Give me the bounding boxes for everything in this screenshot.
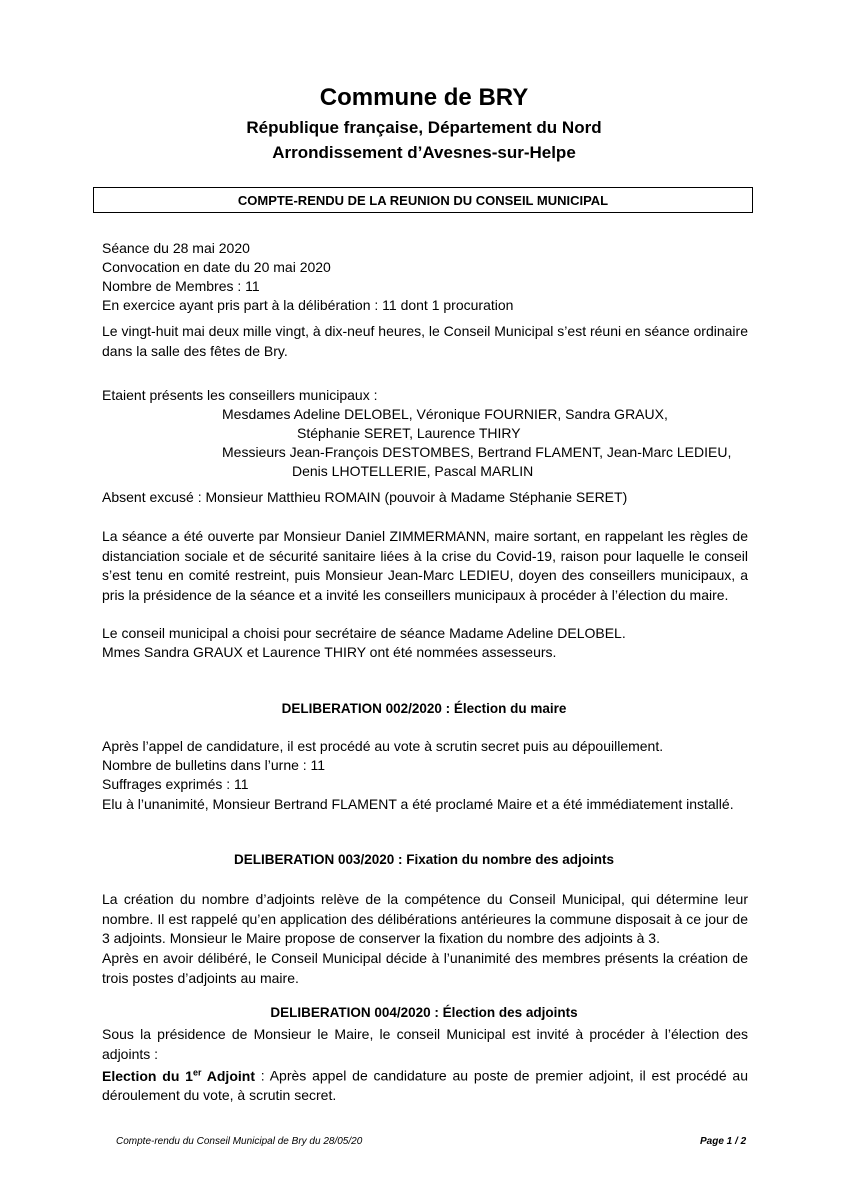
commune-title: Commune de BRY (319, 84, 529, 111)
footer-page-number: Page 1 / 2 (700, 1136, 747, 1147)
subtitle-arrondissement: Arrondissement d’Avesnes-sur-Helpe (272, 143, 576, 162)
delib-004-election-para (102, 1063, 748, 1106)
seance-date: Séance du 28 mai 2020 (102, 240, 250, 256)
delib-002-line-2: Nombre de bulletins dans l’urne : 11 (102, 757, 326, 773)
delib-002-heading: DELIBERATION 002/2020 : Élection du maire (281, 701, 567, 716)
mesdames-line-2: Stéphanie SERET, Laurence THIRY (297, 425, 521, 441)
en-exercice: En exercice ayant pris part à la délibération : 11 dont 1 procuration (102, 297, 514, 313)
delib-004-para-1: Sous la présidence de Monsieur le Maire, le conseil Municipal est invité à procéder à l’élection des adjoints : (102, 1026, 748, 1062)
election-premier-adjoint-text: : Après appel de candidature au poste de premier adjoint, il est procédé au déroulement du vote, à scrutin secret. (102, 1067, 749, 1104)
secretaire-line: Le conseil municipal a choisi pour secrétaire de séance Madame Adeline DELOBEL. (102, 625, 626, 641)
footer-document-title: Compte-rendu du Conseil Municipal de Bry du 28/05/20 (116, 1136, 363, 1147)
delib-002-line-3: Suffrages exprimés : 11 (102, 776, 249, 792)
subtitle-republique: République française, Département du Nord (246, 118, 602, 137)
opening-paragraph: La séance a été ouverte par Monsieur Daniel ZIMMERMANN, maire sortant, en rappelant les règles de distanciation sociale et de sécurité sanitaire liées à la crise du Covid-19, raison pour laquelle le conseil s’est tenu en comité restreint, puis Monsieur Jean-Marc LEDIEU, doyen des conseillers municipaux, a pris la présidence de la séance et a invité les conseillers municipaux à procéder à l’élection du maire. (102, 528, 748, 603)
presents-label: Etaient présents les conseillers municipaux : (102, 387, 378, 403)
nombre-membres: Nombre de Membres : 11 (102, 278, 260, 294)
delib-003-heading: DELIBERATION 003/2020 : Fixation du nombre des adjoints (233, 852, 615, 867)
delib-002-line-1: Après l’appel de candidature, il est procédé au vote à scrutin secret puis au dépouillement. (102, 738, 664, 754)
delib-003-para-1: La création du nombre d’adjoints relève de la compétence du Conseil Municipal, qui détermine leur nombre. Il est rappelé qu’en application des délibérations antérieures la commune disposait à ce jour de 3 adjoints. Monsieur le Maire propose de conserver la fixation du nombre des adjoints à 3. (102, 891, 748, 947)
messieurs-line-1: Messieurs Jean-François DESTOMBES, Bertrand FLAMENT, Jean-Marc LEDIEU, (222, 444, 732, 460)
delib-002-line-4: Elu à l’unanimité, Monsieur Bertrand FLAMENT a été proclamé Maire et a été immédiatement installé. (102, 796, 734, 812)
assesseurs-line: Mmes Sandra GRAUX et Laurence THIRY ont été nommées assesseurs. (102, 644, 557, 660)
absent-excuse: Absent excusé : Monsieur Matthieu ROMAIN (pouvoir à Madame Stéphanie SERET) (102, 489, 628, 505)
mesdames-line-1: Mesdames Adeline DELOBEL, Véronique FOURNIER, Sandra GRAUX, (222, 406, 668, 422)
intro-paragraph: Le vingt-huit mai deux mille vingt, à dix-neuf heures, le Conseil Municipal s’est réuni en séance ordinaire dans la salle des fêtes de Bry. (102, 323, 748, 359)
delib-004-heading: DELIBERATION 004/2020 : Élection des adjoints (270, 1005, 578, 1020)
messieurs-line-2: Denis LHOTELLERIE, Pascal MARLIN (292, 463, 534, 479)
convocation-date: Convocation en date du 20 mai 2020 (102, 259, 331, 275)
report-title-box: COMPTE-RENDU DE LA REUNION DU CONSEIL MUNICIPAL (93, 187, 753, 213)
election-premier-adjoint-label: Election du 1er Adjoint (102, 1067, 255, 1084)
delib-003-para-2: Après en avoir délibéré, le Conseil Municipal décide à l’unanimité des membres présents la création de trois postes d’adjoints au maire. (102, 950, 748, 986)
